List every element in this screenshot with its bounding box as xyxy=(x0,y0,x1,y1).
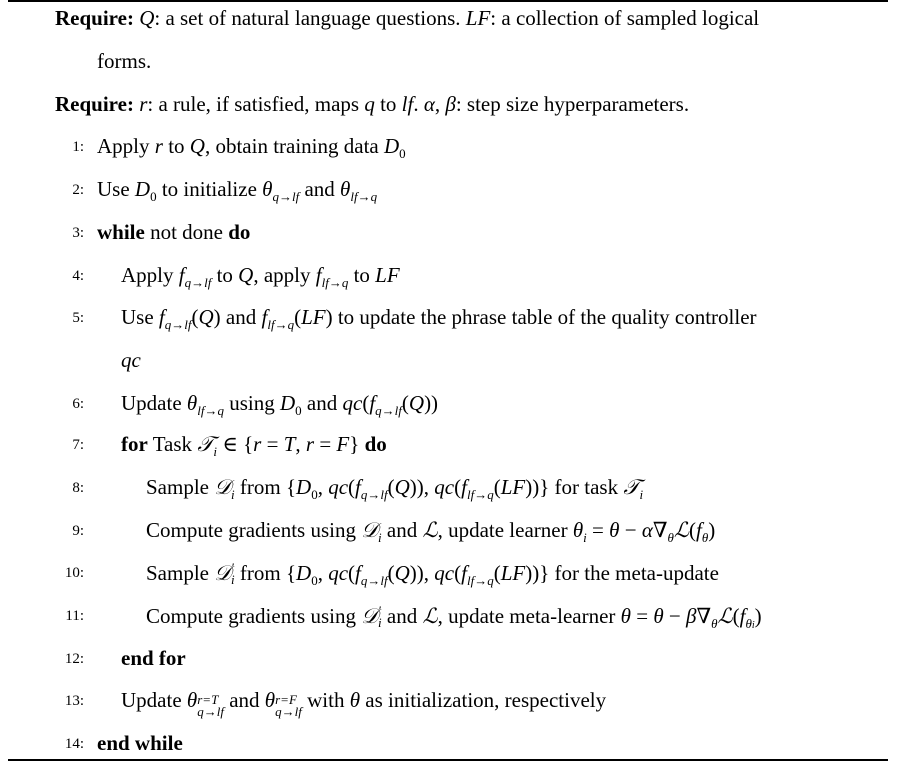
bottom-rule xyxy=(8,759,888,761)
require-label: Require: xyxy=(55,6,134,30)
top-rule xyxy=(8,0,888,2)
require-label: Require: xyxy=(55,92,134,116)
